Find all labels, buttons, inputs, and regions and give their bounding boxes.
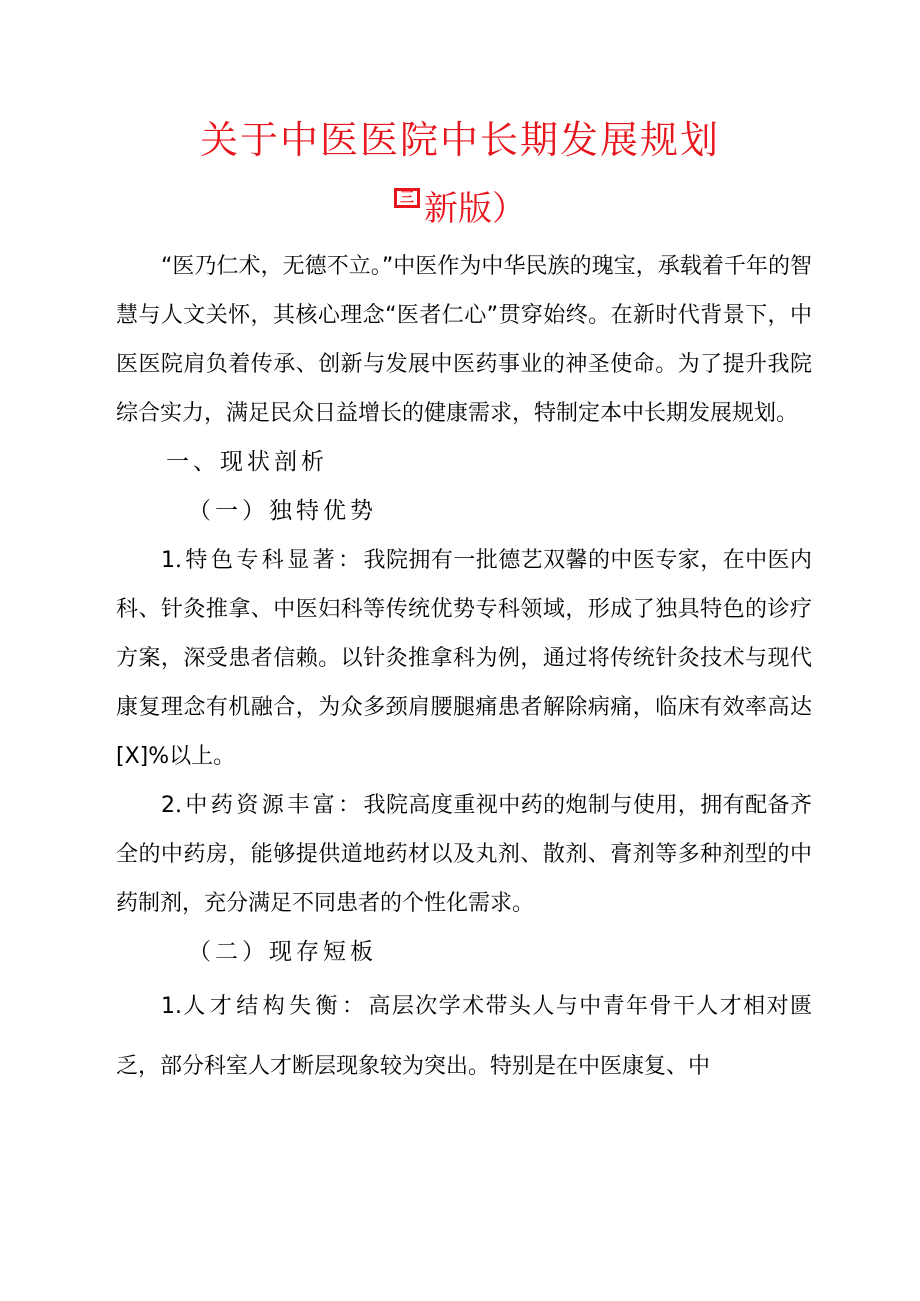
item-lead: .特色专科显著： <box>175 548 364 573</box>
item-text: 我院拥有一批德艺双馨的中医专家，在中医内科、针灸推拿、中医妇科等传统优势专科领域，形成了独具特色的诊疗方案，深受患者信赖。以针灸推拿科为例，通过将传统针灸技术与现代康复理念有机融合，为众多颈肩腰腿痛患者解除病痛，临床有效率高达[X]%以上。 <box>116 548 812 769</box>
section-heading: 一、现状剖析 <box>166 449 328 475</box>
item-number: 1 <box>161 548 175 573</box>
item-text: 我院高度重视中药的炮制与使用，拥有配备齐全的中药房，能够提供道地药材以及丸剂、散剂、膏剂等多种剂型的中药制剂，充分满足不同患者的个性化需求。 <box>116 793 812 916</box>
document-body <box>116 242 812 1097</box>
document-subtitle <box>0 184 920 234</box>
item-text: 高层次学术带头人与中青年骨干人才相对匮乏，部分科室人才断层现象较为突出。特别是在中医康复、中 <box>116 994 812 1079</box>
list-item <box>116 781 812 928</box>
item-number: 1. <box>161 994 182 1019</box>
document-title: 关于中医医院中长期发展规划 <box>199 118 720 162</box>
subsection-heading-shortcomings: （二）现存短板 <box>188 939 377 965</box>
subsection-heading-advantages: （一）独特优势 <box>188 498 377 524</box>
list-item <box>116 536 812 781</box>
subtitle-text: 新版） <box>424 189 526 229</box>
item-number: 2 <box>161 793 175 818</box>
list-item <box>116 977 812 1097</box>
item-lead: .中药资源丰富： <box>175 793 364 818</box>
item-lead: 人才结构失衡： <box>182 994 369 1019</box>
intro-paragraph: “医乃仁术，无德不立。”中医作为中华民族的瑰宝，承载着千年的智慧与人文关怀，其核心理念“医者仁心”贯穿始终。在新时代背景下，中医医院肩负着传承、创新与发展中医药事业的神圣使命。为了提升我院综合实力，满足民众日益增长的健康需求，特制定本中长期发展规划。 <box>116 254 812 426</box>
stamp-mark: 三 <box>394 188 420 208</box>
